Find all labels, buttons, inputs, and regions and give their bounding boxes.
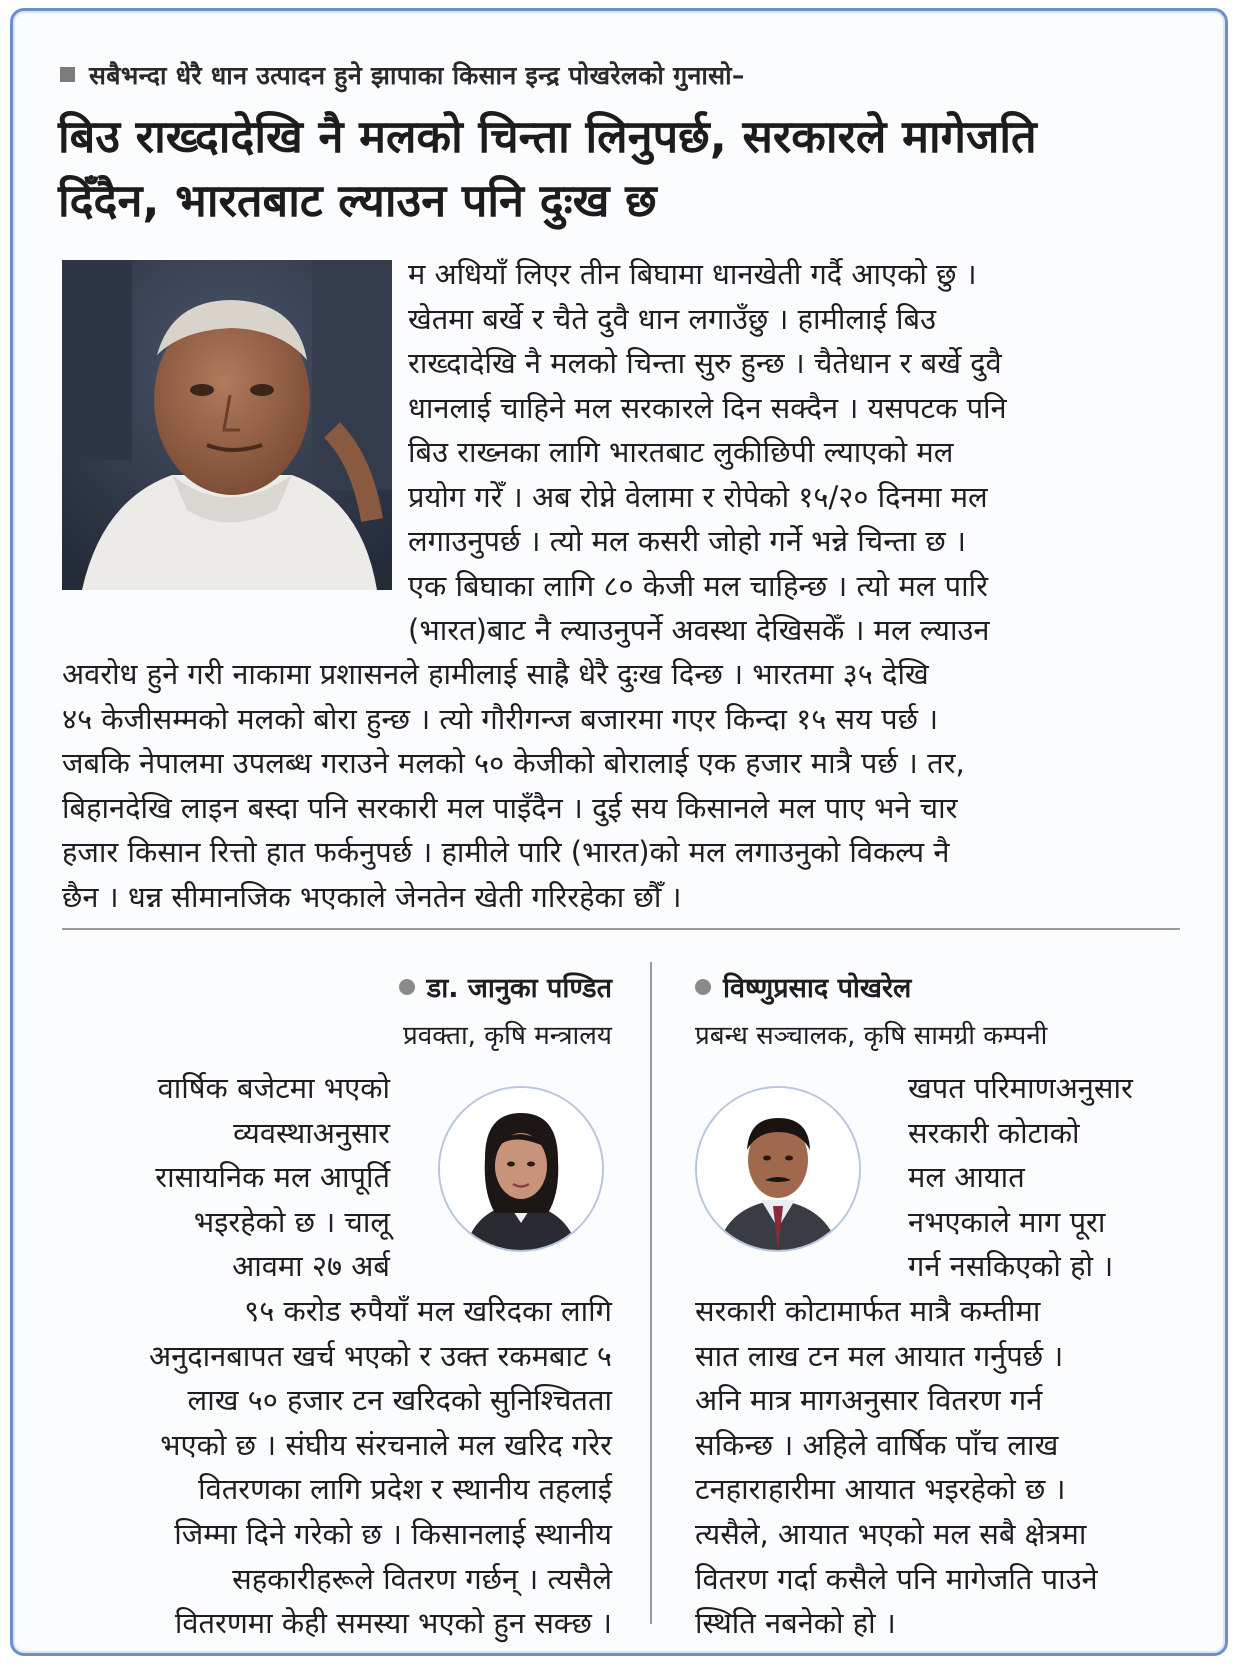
headline bbox=[58, 105, 1178, 233]
quote-line: वितरण गर्दा कसैले पनि मागेजति पाउने bbox=[695, 1561, 1098, 1596]
kicker bbox=[60, 58, 745, 92]
quote-line: वार्षिक बजेटमा भएको bbox=[157, 1071, 390, 1105]
quote-line: सात लाख टन मल आयात गर्नुपर्छ । bbox=[695, 1338, 1064, 1373]
quote-line: खपत परिमाणअनुसार bbox=[908, 1071, 1133, 1105]
quote-line: नभएकाले माग पूरा bbox=[908, 1204, 1106, 1239]
left-person-wrapped-text bbox=[155, 1066, 390, 1289]
section-divider bbox=[62, 928, 1180, 930]
article-line: प्रयोग गरेँ । अब रोप्ने वेलामा र रोपेको १५/२० दिनमा मल bbox=[408, 479, 988, 514]
headline-line: दिँदैन, भारतबाट ल्याउन पनि दुःख छ bbox=[58, 174, 657, 227]
article-line: जबकि नेपालमा उपलब्ध गराउने मलको ५० केजीको बोरालाई एक हजार मात्रै पर्छ । तर, bbox=[62, 746, 965, 780]
article-line: खेतमा बर्खे र चैते दुवै धान लगाउँछु । हामीलाई बिउ bbox=[408, 301, 936, 336]
right-person-wrapped-text bbox=[908, 1066, 1133, 1289]
article-line: बिहानदेखि लाइन बस्दा पनि सरकारी मल पाइँदैन । दुई सय किसानले मल पाए भने चार bbox=[62, 790, 958, 825]
farmer-portrait-image bbox=[62, 260, 392, 590]
left-person-name-text: डा. जानुका पण्डित bbox=[426, 973, 612, 1004]
quote-line: त्यसैले, आयात भएको मल सबै क्षेत्रमा bbox=[695, 1516, 1087, 1551]
left-person-avatar bbox=[438, 1086, 604, 1252]
article-line: बिउ राख्नका लागि भारतबाट लुकीछिपी ल्याएको मल bbox=[408, 435, 954, 469]
quote-line: अनुदानबापत खर्च भएको र उक्त रकमबाट ५ bbox=[148, 1338, 612, 1373]
man-portrait-image bbox=[697, 1088, 859, 1250]
article-line: छैन । धन्न सीमानजिक भएकाले जेनतेन खेती गरिरहेका छौँ । bbox=[62, 879, 682, 914]
quote-line: वितरणका लागि प्रदेश र स्थानीय तहलाई bbox=[198, 1472, 612, 1507]
quote-line: सरकारी कोटामार्फत मात्रै कम्तीमा bbox=[695, 1294, 1041, 1328]
quote-line: भइरहेको छ । चालू bbox=[193, 1204, 390, 1239]
quote-line: रासायनिक मल आपूर्ति bbox=[155, 1160, 390, 1195]
right-person-avatar bbox=[695, 1086, 861, 1252]
article-line: एक बिघाका लागि ८० केजी मल चाहिन्छ । त्यो मल पारि bbox=[408, 568, 989, 603]
article-line: (भारत)बाट नै ल्याउनुपर्ने अवस्था देखिसकेँ । मल ल्याउन bbox=[408, 613, 990, 647]
quote-line: सहकारीहरूले वितरण गर्छन् । त्यसैले bbox=[232, 1561, 612, 1596]
woman-portrait-image bbox=[440, 1088, 602, 1250]
right-person-name-text: विष्णुप्रसाद पोखरेल bbox=[723, 973, 912, 1004]
article-body-full bbox=[62, 652, 965, 919]
farmer-photo bbox=[62, 260, 392, 590]
column-divider bbox=[650, 962, 652, 1624]
article-body-wrapped bbox=[408, 252, 1007, 653]
left-person-role: प्रवक्ता, कृषि मन्त्रालय bbox=[402, 1021, 612, 1051]
quote-line: सकिन्छ । अहिले वार्षिक पाँच लाख bbox=[695, 1427, 1059, 1462]
quote-line: भएको छ । संघीय संरचनाले मल खरिद गरेर bbox=[160, 1427, 612, 1462]
left-person-name bbox=[399, 968, 612, 1005]
quote-line: गर्न नसकिएको हो । bbox=[908, 1249, 1114, 1284]
article-line: लगाउनुपर्छ । त्यो मल कसरी जोहो गर्ने भन्ने चिन्ता छ । bbox=[408, 524, 966, 558]
dot-bullet-icon bbox=[399, 979, 415, 995]
right-person-role: प्रबन्ध सञ्चालक, कृषि सामग्री कम्पनी bbox=[695, 1021, 1048, 1051]
quote-line: ९५ करोड रुपैयाँ मल खरिदका लागि bbox=[244, 1294, 612, 1328]
quote-line: व्यवस्थाअनुसार bbox=[233, 1115, 390, 1150]
article-line: म अधियाँ लिएर तीन बिघामा धानखेती गर्दै आएको छु । bbox=[408, 257, 977, 291]
right-person-name bbox=[695, 968, 911, 1005]
quote-line: जिम्मा दिने गरेको छ । किसानलाई स्थानीय bbox=[174, 1516, 612, 1551]
article-line: राख्दादेखि नै मलको चिन्ता सुरु हुन्छ । चैतेधान र बर्खे दुवै bbox=[408, 346, 1002, 380]
article-line: धानलाई चाहिने मल सरकारले दिन सक्दैन । यसपटक पनि bbox=[408, 390, 1007, 425]
quote-line: स्थिति नबनेको हो । bbox=[695, 1606, 896, 1641]
quote-line: सरकारी कोटाको bbox=[908, 1115, 1080, 1150]
article-line: ४५ केजीसम्मको मलको बोरा हुन्छ । त्यो गौरीगन्ज बजारमा गएर किन्दा १५ सय पर्छ । bbox=[62, 701, 939, 736]
article-line: अवरोध हुने गरी नाकामा प्रशासनले हामीलाई साह्रै धेरै दुःख दिन्छ । भारतमा ३५ देखि bbox=[62, 657, 929, 691]
quote-line: मल आयात bbox=[908, 1160, 1025, 1195]
quote-line: लाख ५० हजार टन खरिदको सुनिश्चितता bbox=[187, 1383, 612, 1418]
left-person-full-text bbox=[149, 1289, 612, 1646]
quote-line: आवमा २७ अर्ब bbox=[232, 1249, 390, 1284]
dot-bullet-icon bbox=[695, 979, 711, 995]
article-line: हजार किसान रित्तो हात फर्कनुपर्छ । हामीले पारि (भारत)को मल लगाउनुको विकल्प नै bbox=[62, 835, 950, 869]
quote-line: टनहाराहारीमा आयात भइरहेको छ । bbox=[695, 1472, 1066, 1507]
quote-line: वितरणमा केही समस्या भएको हुन सक्छ । bbox=[174, 1606, 612, 1641]
kicker-text: सबैभन्दा धेरै धान उत्पादन हुने झापाका किसान इन्द्र पोखरेलको गुनासो– bbox=[89, 61, 745, 90]
quote-line: अनि मात्र मागअनुसार वितरण गर्न bbox=[695, 1383, 1043, 1418]
right-person-full-text bbox=[695, 1289, 1098, 1646]
square-bullet-icon bbox=[60, 67, 75, 82]
headline-line: बिउ राख्दादेखि नै मलको चिन्ता लिनुपर्छ, सरकारले मागेजति bbox=[58, 110, 1037, 163]
